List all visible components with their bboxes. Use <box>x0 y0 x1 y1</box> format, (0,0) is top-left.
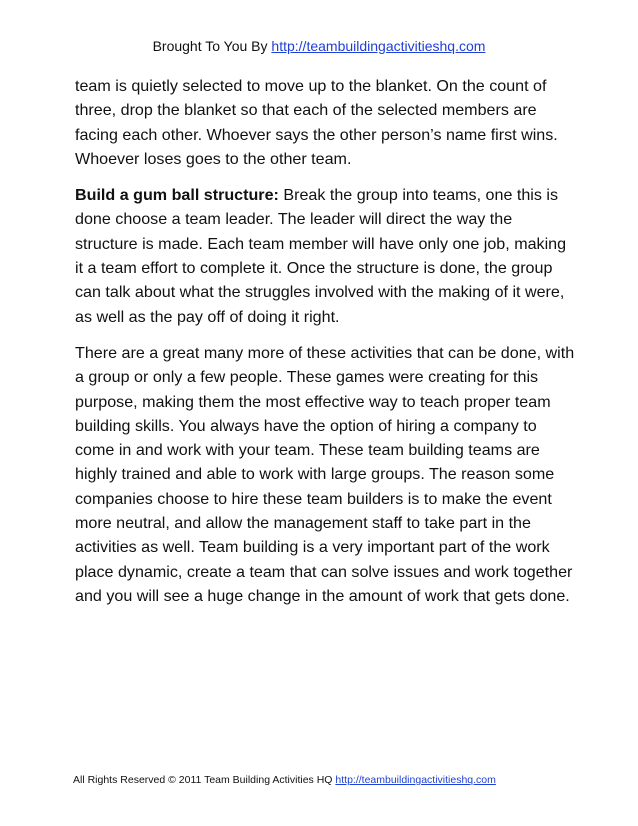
paragraph-3 <box>75 341 575 608</box>
page-header <box>0 37 638 55</box>
footer-copyright: All Rights Reserved © 2011 Team Building Activities HQ <box>73 774 336 786</box>
header-prefix: Brought To You By <box>152 38 272 54</box>
document-body <box>75 74 575 620</box>
paragraph-1 <box>75 74 575 171</box>
paragraph-3-text: There are a great many more of these activities that can be done, with a group or only a few people. These games were creating for this purpose, making them the most effective way to teach proper team building skills. You always have the option of hiring a company to come in and work with your team. These team building teams are highly trained and able to work with large groups. The reason some companies choose to hire these team builders is to make the event more neutral, and allow the management staff to take part in the activities as well. Team building is a very important part of the work place dynamic, create a team that can solve issues and work together and you will see a huge change in the amount of work that gets done. <box>75 343 575 605</box>
paragraph-2-text: Break the group into teams, one this is done choose a team leader. The leader will direct the way the structure is made. Each team member will have only one job, making it a team effort to complete it. Once the structure is done, the group can talk about what the struggles involved with the making of it were, as well as the pay off of doing it right. <box>75 186 567 326</box>
page-footer <box>73 773 496 787</box>
header-link[interactable]: http://teambuildingactivitieshq.com <box>271 38 486 54</box>
footer-link[interactable]: http://teambuildingactivitieshq.com <box>335 774 496 786</box>
paragraph-2-heading: Build a gum ball structure: <box>75 186 279 205</box>
paragraph-2 <box>75 183 575 329</box>
paragraph-1-text: team is quietly selected to move up to the blanket. On the count of three, drop the blanket so that each of the selected members are facing each other. Whoever says the other person’s name first wins. Whoever loses goes to the other team. <box>75 77 558 168</box>
